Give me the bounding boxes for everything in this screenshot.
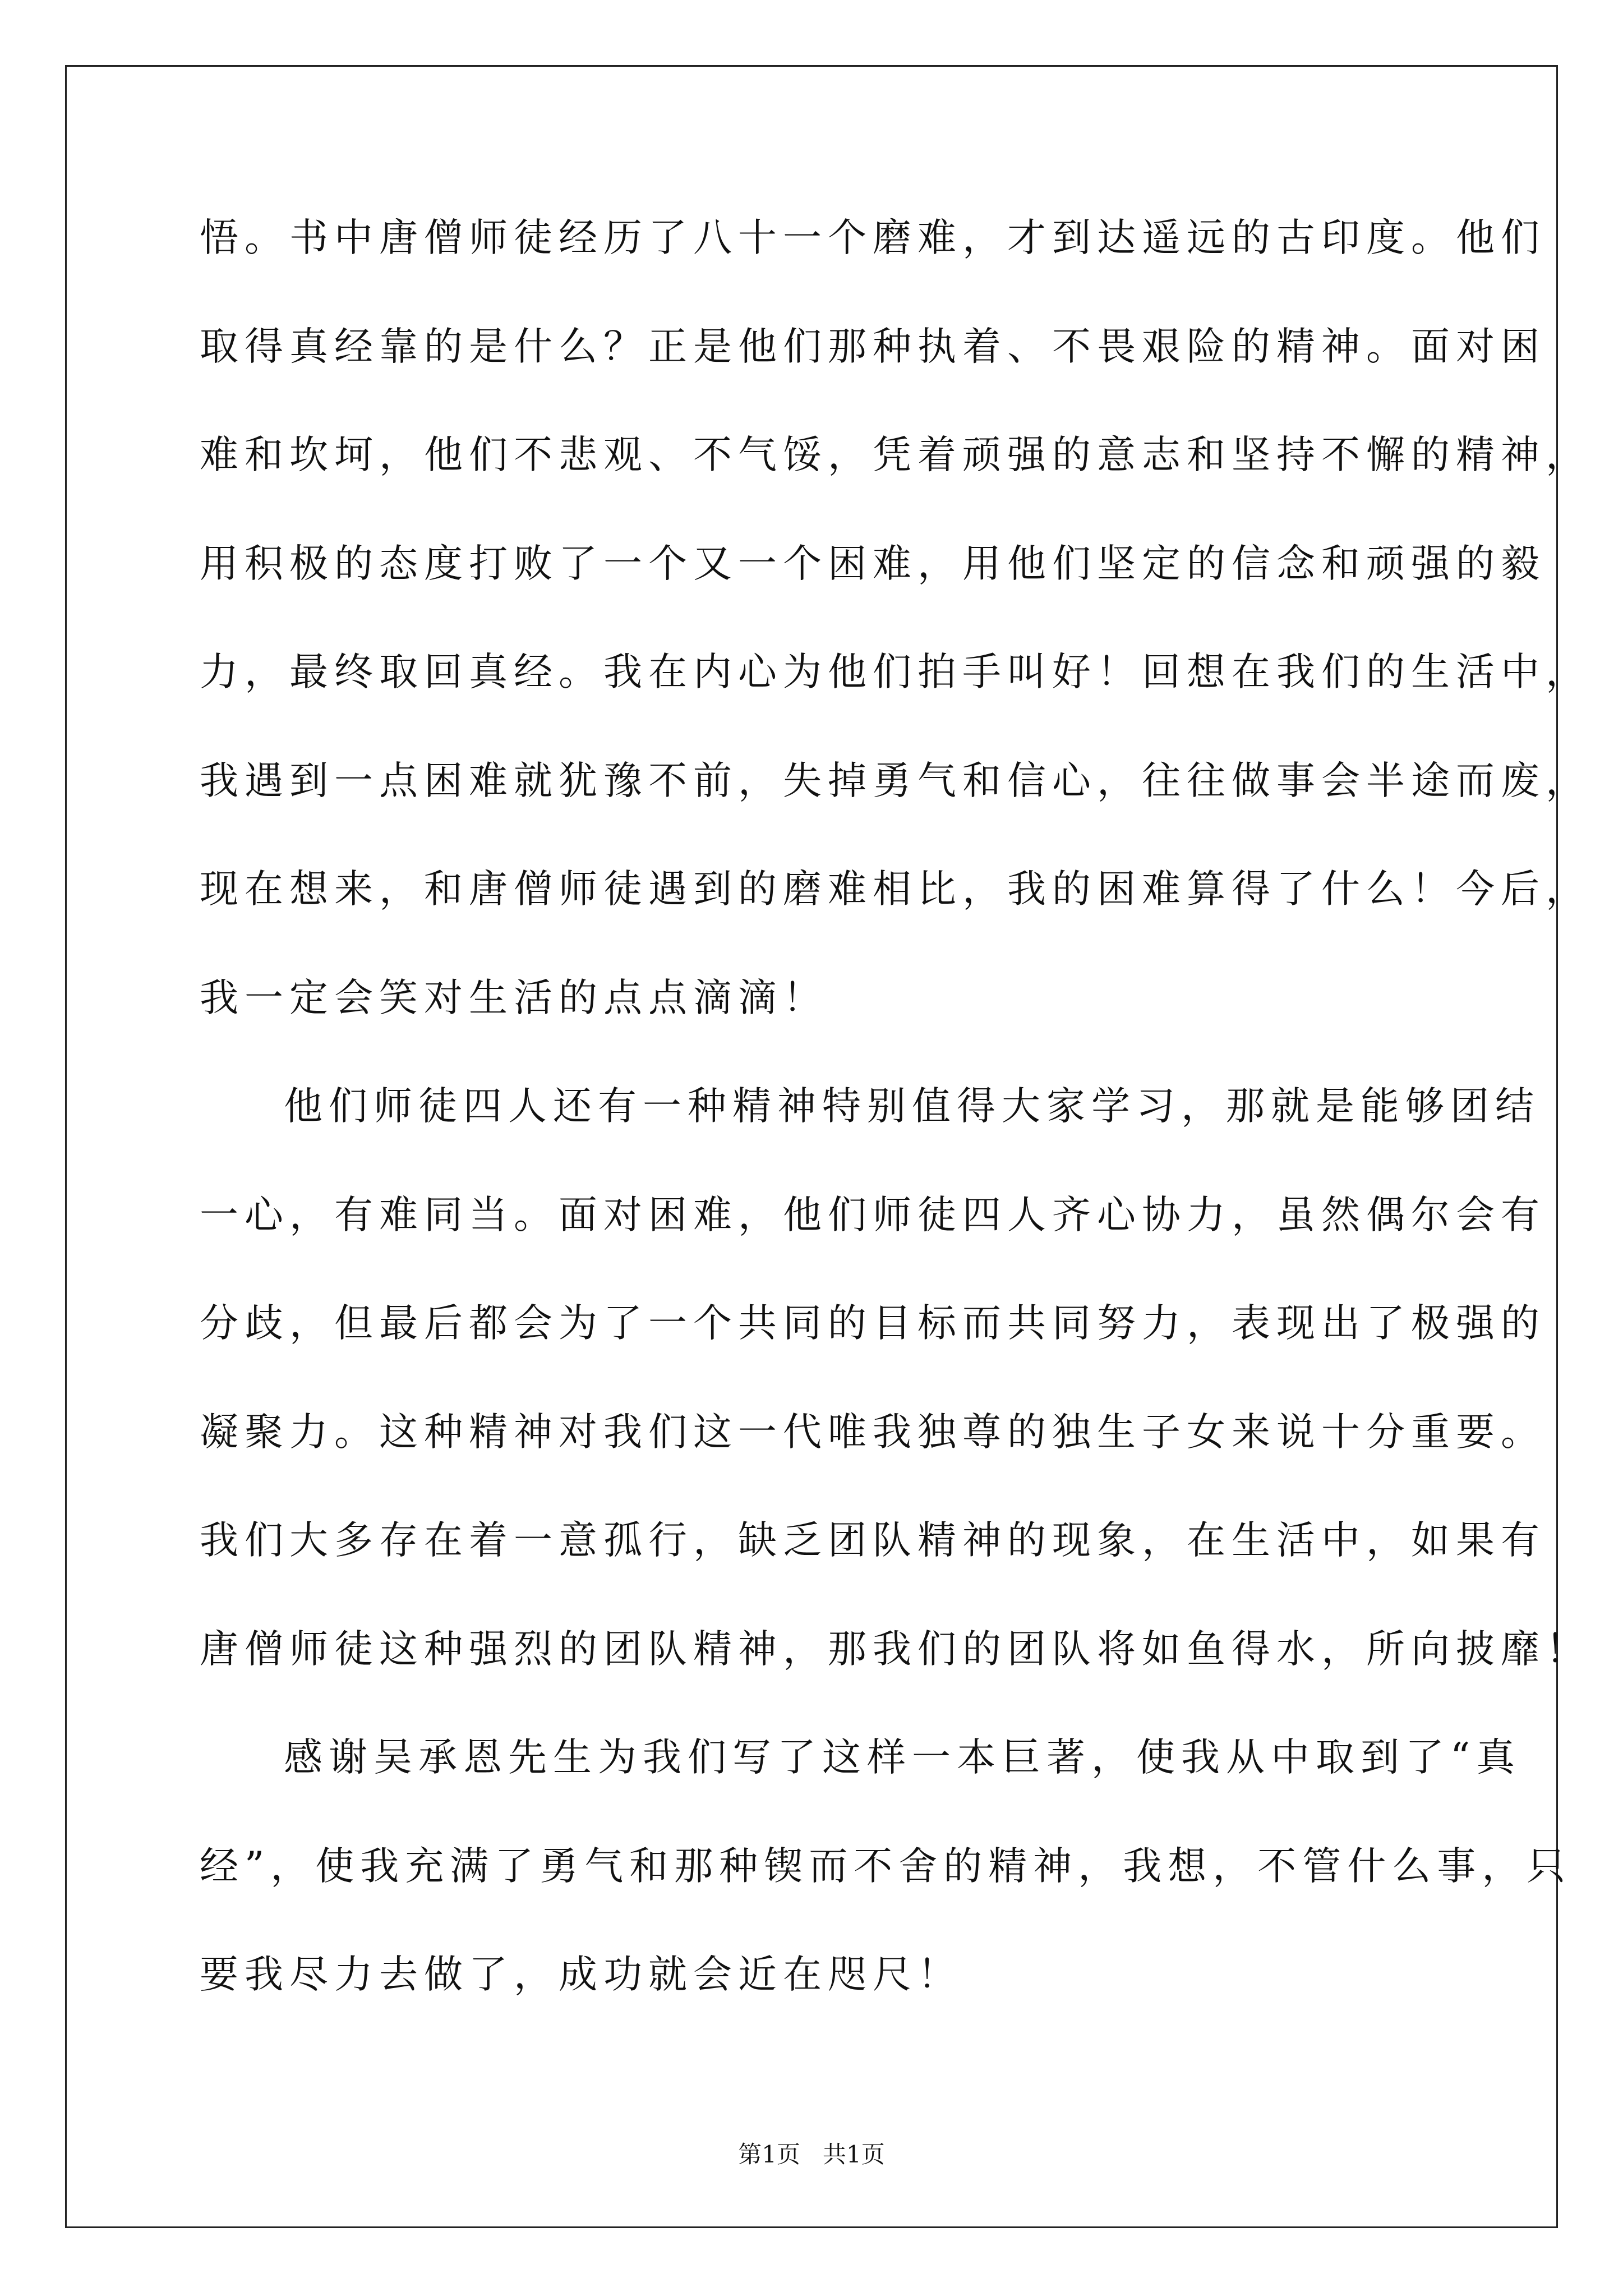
text-line: 经”，使我充满了勇气和那种锲而不舍的精神，我想，不管什么事，只 <box>200 1843 1572 1889</box>
text-line: 现在想来，和唐僧师徒遇到的磨难相比，我的困难算得了什么！今后， <box>200 867 1590 912</box>
text-line: 要我尽力去做了，成功就会近在咫尺！ <box>200 1952 962 1997</box>
text-line: 我一定会笑对生活的点点滴滴！ <box>200 975 828 1020</box>
paragraph-start-line: 他们师徒四人还有一种精神特别值得大家学习，那就是能够团结 <box>284 1084 1540 1129</box>
page-footer <box>0 2136 1623 2170</box>
text-line: 取得真经靠的是什么？正是他们那种执着、不畏艰险的精神。面对困 <box>200 324 1546 369</box>
text-line: 力，最终取回真经。我在内心为他们拍手叫好！回想在我们的生活中， <box>200 650 1590 694</box>
text-line: 分歧，但最后都会为了一个共同的目标而共同努力，表现出了极强的 <box>200 1301 1546 1346</box>
paragraph-start-line: 感谢吴承恩先生为我们写了这样一本巨著，使我从中取到了“真 <box>284 1735 1521 1780</box>
page-number: 第1页 <box>738 2141 800 2168</box>
text-line: 唐僧师徒这种强烈的团队精神，那我们的团队将如鱼得水，所向披靡！ <box>200 1626 1590 1672</box>
text-line: 我们大多存在着一意孤行，缺乏团队精神的现象，在生活中，如果有 <box>200 1518 1546 1563</box>
page-total: 共1页 <box>823 2141 885 2168</box>
document-body <box>200 215 1590 2064</box>
text-line: 用积极的态度打败了一个又一个困难，用他们坚定的信念和顽强的毅 <box>200 541 1546 586</box>
text-line: 难和坎坷，他们不悲观、不气馁，凭着顽强的意志和坚持不懈的精神， <box>200 432 1590 477</box>
text-line: 凝聚力。这种精神对我们这一代唯我独尊的独生子女来说十分重要。 <box>200 1409 1546 1455</box>
text-line: 一心，有难同当。面对困难，他们师徒四人齐心协力，虽然偶尔会有 <box>200 1192 1546 1237</box>
text-line: 悟。书中唐僧师徒经历了八十一个磨难，才到达遥远的古印度。他们 <box>200 215 1546 260</box>
text-line: 我遇到一点困难就犹豫不前，失掉勇气和信心，往往做事会半途而废， <box>200 758 1590 803</box>
